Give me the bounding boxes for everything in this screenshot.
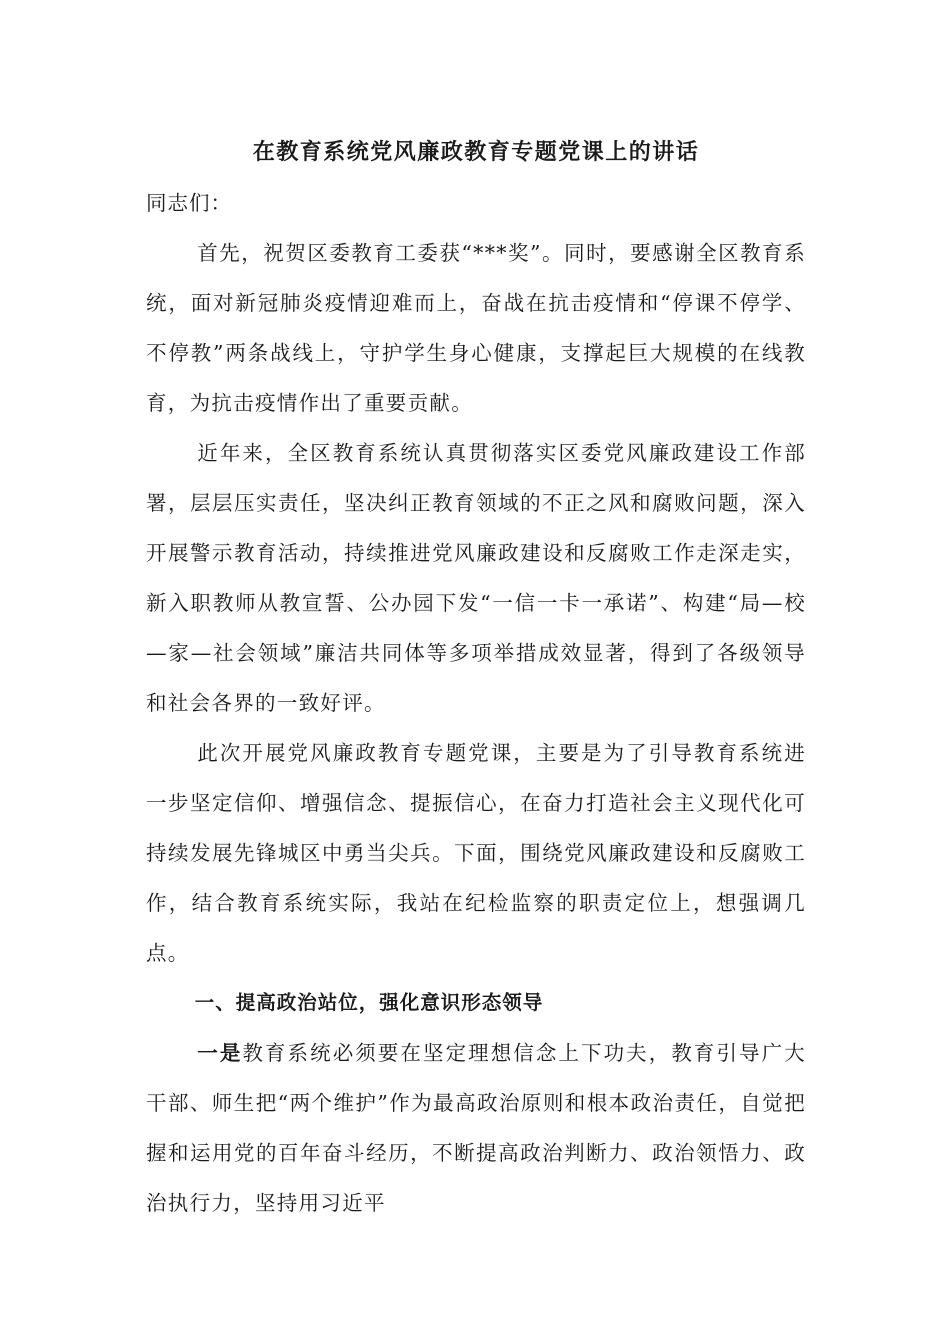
document-title: 在教育系统党风廉政教育专题党课上的讲话	[252, 140, 700, 165]
point-text: 教育系统必须要在坚定理想信念上下功夫，教育引导广大干部、师生把“两个维护”作为最高政治原则和根本政治责任，自觉把握和运用党的百年奋斗经历，不断提高政治判断力、政治领悟力、政治执行力，坚持用习近平	[146, 1041, 806, 1215]
paragraph-point-one	[146, 1028, 806, 1228]
paragraph-achievements: 近年来，全区教育系统认真贯彻落实区委党风廉政建设工作部署，层层压实责任，坚决纠正教育领域的不正之风和腐败问题，深入开展警示教育活动，持续推进党风廉政建设和反腐败工作走深走实，新入职教师从教宣誓、公办园下发“一信一卡一承诺”、构建“局—校—家—社会领域”廉洁共同体等多项举措成效显著，得到了各级领导和社会各界的一致好评。	[146, 441, 806, 715]
paragraph-purpose: 此次开展党风廉政教育专题党课，主要是为了引导教育系统进一步坚定信仰、增强信念、提振信心，在奋力打造社会主义现代化可持续发展先锋城区中勇当尖兵。下面，围绕党风廉政建设和反腐败工作，结合教育系统实际，我站在纪检监察的职责定位上，想强调几点。	[146, 741, 806, 965]
section-heading: 一、提高政治站位，强化意识形态领导	[194, 991, 544, 1014]
paragraph-congratulations: 首先，祝贺区委教育工委获“***奖”。同时，要感谢全区教育系统，面对新冠肺炎疫情迎难而上，奋战在抗击疫情和“停课不停学、不停教”两条战线上，守护学生身心健康，支撑起巨大规模的在线教育，为抗击疫情作出了重要贡献。	[146, 241, 806, 415]
point-lead: 一是	[197, 1041, 243, 1065]
document-page	[146, 128, 806, 1228]
salutation: 同志们：	[146, 191, 232, 215]
